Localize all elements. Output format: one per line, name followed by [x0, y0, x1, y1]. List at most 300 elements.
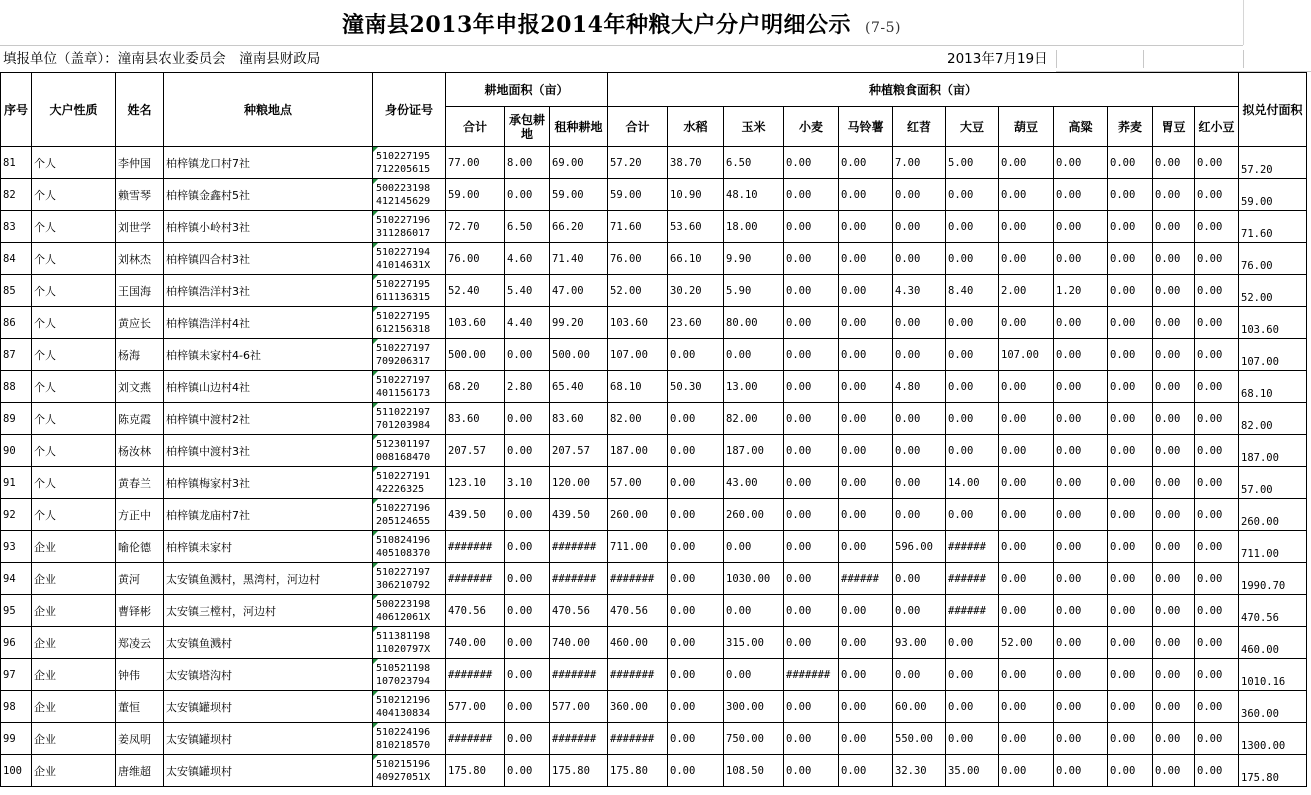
cell-grain: 0.00 [668, 403, 724, 435]
cell-id [373, 499, 446, 531]
cell-grain: 0.00 [839, 499, 893, 531]
cell-grain: 0.00 [999, 723, 1054, 755]
cell-grain: 0.00 [1153, 307, 1195, 339]
cell-grain: 59.00 [608, 179, 668, 211]
cell-grain: 0.00 [1054, 371, 1108, 403]
cell-grain: 0.00 [999, 467, 1054, 499]
cell-grain: 0.00 [1054, 243, 1108, 275]
cell-grain: 175.80 [608, 755, 668, 787]
cell-grain: 0.00 [1108, 147, 1153, 179]
cell-grain: 260.00 [724, 499, 784, 531]
cell-location: 柏梓镇浩洋村3社 [164, 275, 373, 307]
cell-grain: 10.90 [668, 179, 724, 211]
cell-arable: 0.00 [505, 403, 550, 435]
header-grain-col: 马铃薯 [839, 107, 893, 147]
cell-grain: 0.00 [999, 691, 1054, 723]
cell-grain: 0.00 [784, 627, 839, 659]
cell-location: 太安镇三樘村，河边村 [164, 595, 373, 627]
cell-grain: 0.00 [1195, 499, 1239, 531]
cell-grain: 0.00 [1054, 307, 1108, 339]
cell-arable: 0.00 [505, 755, 550, 787]
table-row [1, 275, 1307, 307]
cell-grain: 0.00 [839, 755, 893, 787]
cell-grain: 0.00 [1108, 179, 1153, 211]
cell-grain: 0.00 [1108, 755, 1153, 787]
cell-grain: 0.00 [999, 307, 1054, 339]
cell-id [373, 371, 446, 403]
cell-location: 柏梓镇梅家村3社 [164, 467, 373, 499]
cell-grain: 0.00 [1195, 723, 1239, 755]
cell-subsidy: 107.00 [1239, 339, 1307, 371]
cell-grain: 0.00 [1153, 659, 1195, 691]
cell-subsidy: 187.00 [1239, 435, 1307, 467]
cell-grain: 187.00 [608, 435, 668, 467]
cell-grain: 108.50 [724, 755, 784, 787]
cell-grain: 0.00 [999, 659, 1054, 691]
cell-grain: 0.00 [1108, 691, 1153, 723]
cell-arable: 83.60 [446, 403, 505, 435]
cell-id [373, 595, 446, 627]
cell-type: 企业 [32, 723, 116, 755]
cell-type: 个人 [32, 211, 116, 243]
cell-grain: 5.90 [724, 275, 784, 307]
cell-grain: 0.00 [946, 627, 999, 659]
cell-grain: 0.00 [1195, 691, 1239, 723]
cell-id [373, 243, 446, 275]
id-part: 712205615 [376, 163, 431, 175]
header-arable-col: 合计 [446, 107, 505, 147]
table-row [1, 723, 1307, 755]
cell-grain: 0.00 [839, 723, 893, 755]
cell-grain: 0.00 [839, 435, 893, 467]
table-row [1, 339, 1307, 371]
cell-grain: ####### [784, 659, 839, 691]
cell-id [373, 211, 446, 243]
cell-grain: 0.00 [1153, 371, 1195, 403]
cell-location: 柏梓镇山边村4社 [164, 371, 373, 403]
cell-grain: 4.30 [893, 275, 946, 307]
cell-arable: 470.56 [446, 595, 505, 627]
cell-grain: 0.00 [784, 371, 839, 403]
data-table [0, 72, 1307, 787]
cell-arable: 99.20 [550, 307, 608, 339]
id-part: 810218570 [376, 739, 431, 751]
cell-grain: 107.00 [608, 339, 668, 371]
cell-arable: 0.00 [505, 595, 550, 627]
cell-grain: 0.00 [1108, 339, 1153, 371]
cell-grain: 0.00 [668, 531, 724, 563]
cell-grain: 0.00 [784, 243, 839, 275]
id-part: 611136315 [376, 291, 431, 303]
cell-grain: 0.00 [1054, 627, 1108, 659]
cell-location: 柏梓镇四合村3社 [164, 243, 373, 275]
id-part: 412145629 [376, 195, 431, 207]
cell-grain: ####### [608, 723, 668, 755]
cell-name: 黄河 [116, 563, 164, 595]
cell-grain: 0.00 [1108, 371, 1153, 403]
cell-grain: 0.00 [1108, 531, 1153, 563]
cell-location: 太安镇鱼溅村 [164, 627, 373, 659]
cell-grain: 0.00 [668, 723, 724, 755]
cell-arable: 500.00 [446, 339, 505, 371]
cell-grain: 0.00 [839, 339, 893, 371]
cell-seq: 96 [1, 627, 32, 659]
cell-grain: 0.00 [1153, 211, 1195, 243]
cell-seq: 94 [1, 563, 32, 595]
cell-grain: 0.00 [1054, 403, 1108, 435]
cell-arable: 59.00 [446, 179, 505, 211]
cell-grain: 0.00 [893, 563, 946, 595]
cell-grain: 0.00 [999, 595, 1054, 627]
cell-type: 个人 [32, 243, 116, 275]
header-seq: 序号 [1, 73, 32, 147]
cell-type: 个人 [32, 339, 116, 371]
cell-grain: 0.00 [946, 179, 999, 211]
cell-seq: 87 [1, 339, 32, 371]
cell-arable: 740.00 [550, 627, 608, 659]
cell-grain: 0.00 [1153, 755, 1195, 787]
cell-location: 太安镇罐坝村 [164, 691, 373, 723]
cell-grain: 0.00 [1195, 531, 1239, 563]
table-row [1, 435, 1307, 467]
report-date: 2013年7月19日 [947, 51, 1048, 67]
header-subsidy: 拟兑付面积 [1239, 73, 1307, 147]
cell-type: 个人 [32, 403, 116, 435]
cell-arable: 0.00 [505, 531, 550, 563]
cell-grain: 0.00 [784, 307, 839, 339]
cell-grain: 0.00 [946, 659, 999, 691]
table-row [1, 499, 1307, 531]
cell-id [373, 179, 446, 211]
cell-type: 企业 [32, 563, 116, 595]
cell-grain: 0.00 [1153, 499, 1195, 531]
cell-name: 钟伟 [116, 659, 164, 691]
id-part: 510215196 [376, 758, 431, 770]
page-title [342, 8, 901, 39]
header-grain-col: 水稻 [668, 107, 724, 147]
cell-grain: 0.00 [1153, 627, 1195, 659]
cell-grain: 0.00 [893, 211, 946, 243]
cell-grain: 30.20 [668, 275, 724, 307]
cell-grain: 0.00 [1153, 339, 1195, 371]
cell-grain: 0.00 [839, 307, 893, 339]
cell-grain: 0.00 [1054, 467, 1108, 499]
table-row [1, 243, 1307, 275]
cell-grain: 0.00 [1195, 275, 1239, 307]
header-grain-col: 胃豆 [1153, 107, 1195, 147]
cell-grain: 0.00 [1108, 307, 1153, 339]
cell-seq: 91 [1, 467, 32, 499]
cell-name: 李仲国 [116, 147, 164, 179]
header-grain-group: 种植粮食面积（亩） [608, 73, 1239, 107]
cell-id [373, 755, 446, 787]
cell-arable: 123.10 [446, 467, 505, 499]
id-part: 510227191 [376, 470, 431, 482]
cell-grain: 0.00 [1108, 243, 1153, 275]
id-part: 40927051X [376, 771, 431, 783]
cell-grain: 0.00 [1108, 595, 1153, 627]
table-row [1, 467, 1307, 499]
cell-grain: 0.00 [839, 531, 893, 563]
cell-arable: 0.00 [505, 179, 550, 211]
cell-grain: 8.40 [946, 275, 999, 307]
id-part: 42226325 [376, 483, 425, 495]
cell-type: 个人 [32, 435, 116, 467]
cell-id [373, 659, 446, 691]
cell-subsidy: 260.00 [1239, 499, 1307, 531]
cell-name: 郑凌云 [116, 627, 164, 659]
header-grain-col: 红苕 [893, 107, 946, 147]
cell-subsidy: 1990.70 [1239, 563, 1307, 595]
cell-arable: 59.00 [550, 179, 608, 211]
cell-grain: 0.00 [1195, 339, 1239, 371]
cell-type: 企业 [32, 595, 116, 627]
id-part: 500223198 [376, 182, 431, 194]
cell-grain: 0.00 [1153, 275, 1195, 307]
cell-grain: 0.00 [668, 563, 724, 595]
cell-id [373, 403, 446, 435]
reporting-unit: 填报单位（盖章）：潼南县农业委员会 潼南县财政局 [3, 51, 321, 67]
cell-arable: 0.00 [505, 435, 550, 467]
cell-id [373, 531, 446, 563]
cell-grain: 4.80 [893, 371, 946, 403]
cell-arable: 65.40 [550, 371, 608, 403]
header-name: 姓名 [116, 73, 164, 147]
cell-arable: 175.80 [550, 755, 608, 787]
cell-name: 王国海 [116, 275, 164, 307]
cell-arable: 577.00 [550, 691, 608, 723]
cell-grain: 0.00 [1108, 627, 1153, 659]
cell-subsidy: 57.20 [1239, 147, 1307, 179]
cell-id [373, 467, 446, 499]
cell-grain: 0.00 [784, 755, 839, 787]
cell-grain: 0.00 [839, 179, 893, 211]
cell-grain: 470.56 [608, 595, 668, 627]
cell-name: 刘林杰 [116, 243, 164, 275]
cell-grain: 0.00 [784, 339, 839, 371]
id-part: 510521198 [376, 662, 431, 674]
cell-grain: 0.00 [1054, 723, 1108, 755]
cell-grain: 260.00 [608, 499, 668, 531]
cell-arable: 52.40 [446, 275, 505, 307]
cell-grain: 13.00 [724, 371, 784, 403]
cell-seq: 100 [1, 755, 32, 787]
cell-arable: 77.00 [446, 147, 505, 179]
cell-subsidy: 59.00 [1239, 179, 1307, 211]
id-part: 510227195 [376, 150, 431, 162]
table-row [1, 691, 1307, 723]
cell-grain: 0.00 [1054, 755, 1108, 787]
cell-grain: 66.10 [668, 243, 724, 275]
id-part: 306210792 [376, 579, 431, 591]
table-row [1, 595, 1307, 627]
cell-grain: 0.00 [1195, 595, 1239, 627]
cell-grain: 0.00 [999, 563, 1054, 595]
header-id: 身份证号 [373, 73, 446, 147]
cell-grain: 0.00 [1108, 403, 1153, 435]
cell-grain: 0.00 [784, 403, 839, 435]
cell-grain: 460.00 [608, 627, 668, 659]
cell-arable: 3.10 [505, 467, 550, 499]
id-part: 510227197 [376, 374, 431, 386]
cell-grain: 1030.00 [724, 563, 784, 595]
cell-grain: 0.00 [1108, 499, 1153, 531]
cell-name: 曹铎彬 [116, 595, 164, 627]
cell-name: 喻伦德 [116, 531, 164, 563]
cell-grain: 0.00 [1054, 339, 1108, 371]
table-row [1, 371, 1307, 403]
cell-grain: 0.00 [1108, 211, 1153, 243]
cell-grain: 300.00 [724, 691, 784, 723]
cell-grain: 0.00 [1153, 147, 1195, 179]
cell-grain: 0.00 [999, 755, 1054, 787]
cell-grain: 0.00 [784, 467, 839, 499]
cell-arable: 470.56 [550, 595, 608, 627]
cell-grain: 0.00 [999, 531, 1054, 563]
cell-grain: 0.00 [839, 659, 893, 691]
cell-grain: 0.00 [1195, 563, 1239, 595]
cell-grain: 0.00 [1108, 435, 1153, 467]
cell-grain: 0.00 [1195, 179, 1239, 211]
unit-row [0, 46, 1311, 72]
cell-name: 黄应长 [116, 307, 164, 339]
cell-grain: 550.00 [893, 723, 946, 755]
cell-seq: 97 [1, 659, 32, 691]
cell-grain: 0.00 [1153, 435, 1195, 467]
cell-grain: 50.30 [668, 371, 724, 403]
cell-grain: 0.00 [999, 403, 1054, 435]
cell-grain: 2.00 [999, 275, 1054, 307]
cell-name: 方正中 [116, 499, 164, 531]
cell-type: 个人 [32, 371, 116, 403]
cell-arable: 175.80 [446, 755, 505, 787]
cell-grain: 0.00 [784, 211, 839, 243]
cell-type: 企业 [32, 691, 116, 723]
cell-grain: 0.00 [893, 339, 946, 371]
cell-grain: 0.00 [668, 691, 724, 723]
cell-grain: 103.60 [608, 307, 668, 339]
table-body [1, 147, 1307, 787]
cell-grain: 0.00 [784, 499, 839, 531]
cell-subsidy: 57.00 [1239, 467, 1307, 499]
cell-grain: 0.00 [1054, 147, 1108, 179]
cell-grain: 0.00 [1195, 627, 1239, 659]
cell-grain: 0.00 [1054, 595, 1108, 627]
cell-grain: 0.00 [1195, 659, 1239, 691]
cell-grain: 0.00 [893, 243, 946, 275]
cell-grain: 0.00 [668, 659, 724, 691]
cell-type: 个人 [32, 275, 116, 307]
cell-grain: 0.00 [1108, 563, 1153, 595]
cell-grain: 0.00 [839, 275, 893, 307]
id-part: 510227195 [376, 310, 431, 322]
cell-location: 太安镇罐坝村 [164, 755, 373, 787]
id-part: 510227196 [376, 502, 431, 514]
cell-arable: 5.40 [505, 275, 550, 307]
cell-grain: 68.10 [608, 371, 668, 403]
cell-grain: 0.00 [1153, 595, 1195, 627]
cell-grain: 57.20 [608, 147, 668, 179]
cell-grain: 0.00 [1195, 467, 1239, 499]
id-part: 512301197 [376, 438, 431, 450]
id-part: 205124655 [376, 515, 431, 527]
cell-id [373, 627, 446, 659]
cell-divider [1243, 0, 1244, 45]
cell-grain: 0.00 [839, 691, 893, 723]
header-arable-col: 租种耕地 [550, 107, 608, 147]
cell-name: 赖雪琴 [116, 179, 164, 211]
cell-arable: ####### [550, 723, 608, 755]
table-row [1, 147, 1307, 179]
cell-grain: ####### [608, 659, 668, 691]
cell-arable: 439.50 [550, 499, 608, 531]
cell-arable: 0.00 [505, 659, 550, 691]
cell-divider [1056, 50, 1057, 68]
cell-grain: 0.00 [946, 499, 999, 531]
cell-subsidy: 360.00 [1239, 691, 1307, 723]
table-row [1, 403, 1307, 435]
cell-grain: ###### [946, 595, 999, 627]
header-arable-group: 耕地面积（亩） [446, 73, 608, 107]
cell-grain: 0.00 [999, 179, 1054, 211]
cell-grain: 0.00 [784, 723, 839, 755]
cell-grain: 0.00 [724, 339, 784, 371]
cell-seq: 82 [1, 179, 32, 211]
cell-grain: 0.00 [893, 499, 946, 531]
header-grain-col: 高粱 [1054, 107, 1108, 147]
table-row [1, 307, 1307, 339]
cell-grain: 52.00 [999, 627, 1054, 659]
cell-id [373, 339, 446, 371]
cell-grain: 80.00 [724, 307, 784, 339]
cell-grain: 60.00 [893, 691, 946, 723]
cell-grain: 0.00 [1108, 723, 1153, 755]
cell-grain: 0.00 [724, 531, 784, 563]
id-part: 510227197 [376, 342, 431, 354]
cell-arable: 47.00 [550, 275, 608, 307]
cell-grain: ####### [608, 563, 668, 595]
cell-name: 陈克霞 [116, 403, 164, 435]
cell-grain: 0.00 [1195, 211, 1239, 243]
cell-grain: 0.00 [1054, 211, 1108, 243]
cell-id [373, 563, 446, 595]
cell-grain: 52.00 [608, 275, 668, 307]
cell-arable: 8.00 [505, 147, 550, 179]
id-part: 404130834 [376, 707, 431, 719]
cell-divider [1143, 50, 1144, 68]
cell-arable: 207.57 [550, 435, 608, 467]
cell-arable: 500.00 [550, 339, 608, 371]
cell-grain: 82.00 [608, 403, 668, 435]
table-row [1, 531, 1307, 563]
cell-arable: ####### [446, 659, 505, 691]
cell-type: 个人 [32, 499, 116, 531]
cell-arable: 66.20 [550, 211, 608, 243]
cell-grain: 0.00 [946, 211, 999, 243]
cell-location: 柏梓镇龙庙村7社 [164, 499, 373, 531]
id-part: 510227197 [376, 566, 431, 578]
cell-grain: 0.00 [1153, 691, 1195, 723]
cell-grain: 0.00 [946, 243, 999, 275]
cell-location: 太安镇塔沟村 [164, 659, 373, 691]
cell-grain: 43.00 [724, 467, 784, 499]
cell-grain: 0.00 [839, 211, 893, 243]
cell-grain: 0.00 [839, 595, 893, 627]
cell-grain: 0.00 [668, 339, 724, 371]
cell-grain: 0.00 [668, 627, 724, 659]
cell-grain: 32.30 [893, 755, 946, 787]
cell-grain: 187.00 [724, 435, 784, 467]
